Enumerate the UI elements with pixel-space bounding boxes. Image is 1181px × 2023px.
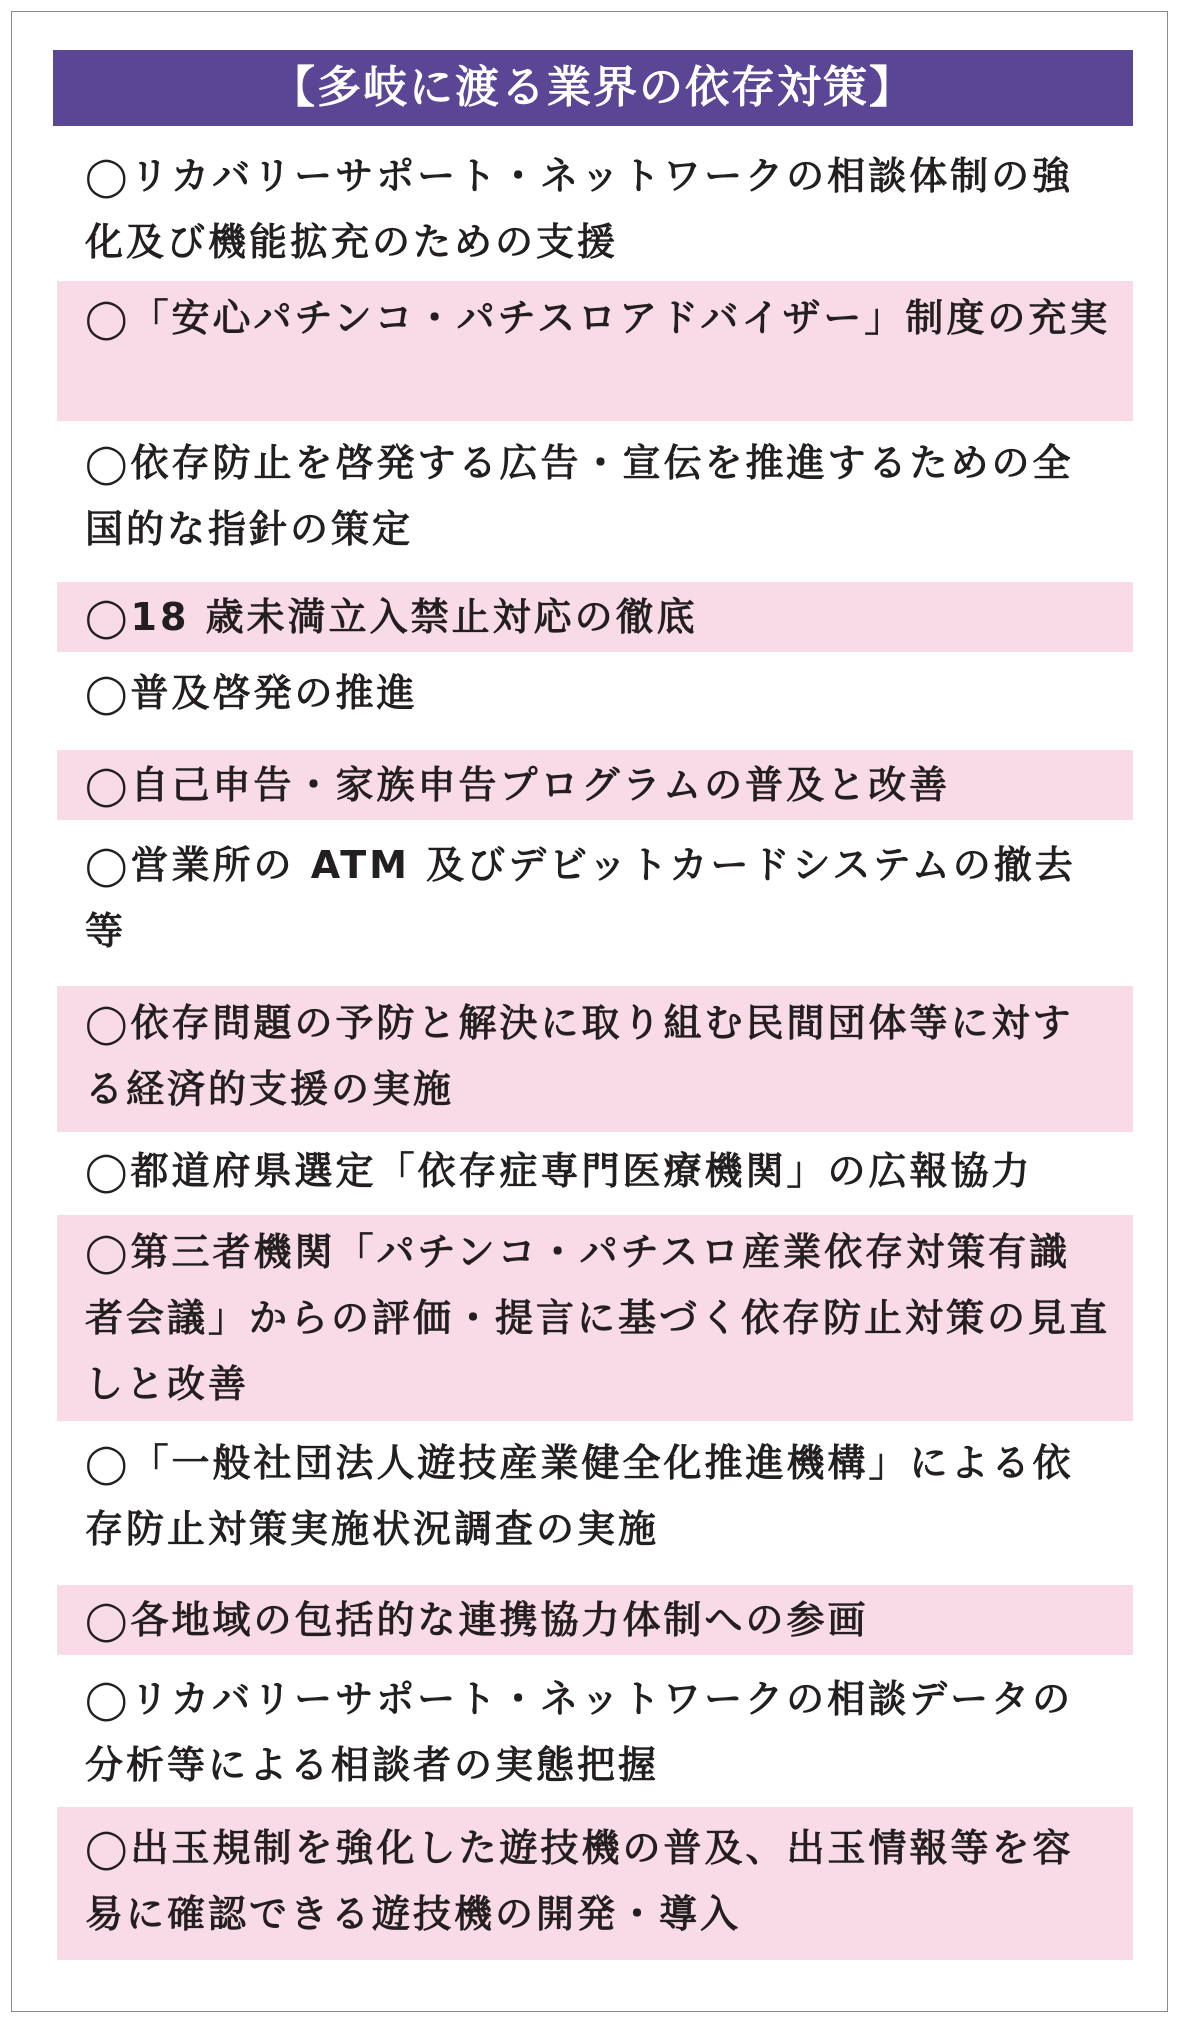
list-item: ◯「一般社団法人遊技産業健全化推進機構」による依存防止対策実施状況調査の実施: [85, 1441, 1074, 1551]
list-item: ◯依存問題の予防と解決に取り組む民間団体等に対する経済的支援の実施: [57, 986, 1133, 1132]
list-item: ◯各地域の包括的な連携協力体制への参画: [57, 1585, 1133, 1655]
list-item: ◯依存防止を啓発する広告・宣伝を推進するための全国的な指針の策定: [85, 441, 1074, 551]
list-item: ◯普及啓発の推進: [85, 671, 418, 715]
list-item: ◯第三者機関「パチンコ・パチスロ産業依存対策有識者会議」からの評価・提言に基づく依存防止対策の見直しと改善: [57, 1215, 1133, 1421]
list-item: ◯リカバリーサポート・ネットワークの相談体制の強化及び機能拡充のための支援: [85, 154, 1074, 264]
list-item: ◯「安心パチンコ・パチスロアドバイザー」制度の充実: [57, 281, 1133, 421]
section-title: 【多岐に渡る業界の依存対策】: [53, 50, 1133, 126]
list-item: ◯営業所の ATM 及びデビットカードシステムの撤去等: [85, 843, 1076, 953]
list-item: ◯18 歳未満立入禁止対応の徹底: [57, 582, 1133, 652]
list-item: ◯自己申告・家族申告プログラムの普及と改善: [57, 750, 1133, 820]
list-item: ◯リカバリーサポート・ネットワークの相談データの分析等による相談者の実態把握: [85, 1677, 1074, 1787]
list-item: ◯都道府県選定「依存症専門医療機関」の広報協力: [85, 1149, 1033, 1193]
list-item: ◯出玉規制を強化した遊技機の普及、出玉情報等を容易に確認できる遊技機の開発・導入: [57, 1807, 1133, 1960]
